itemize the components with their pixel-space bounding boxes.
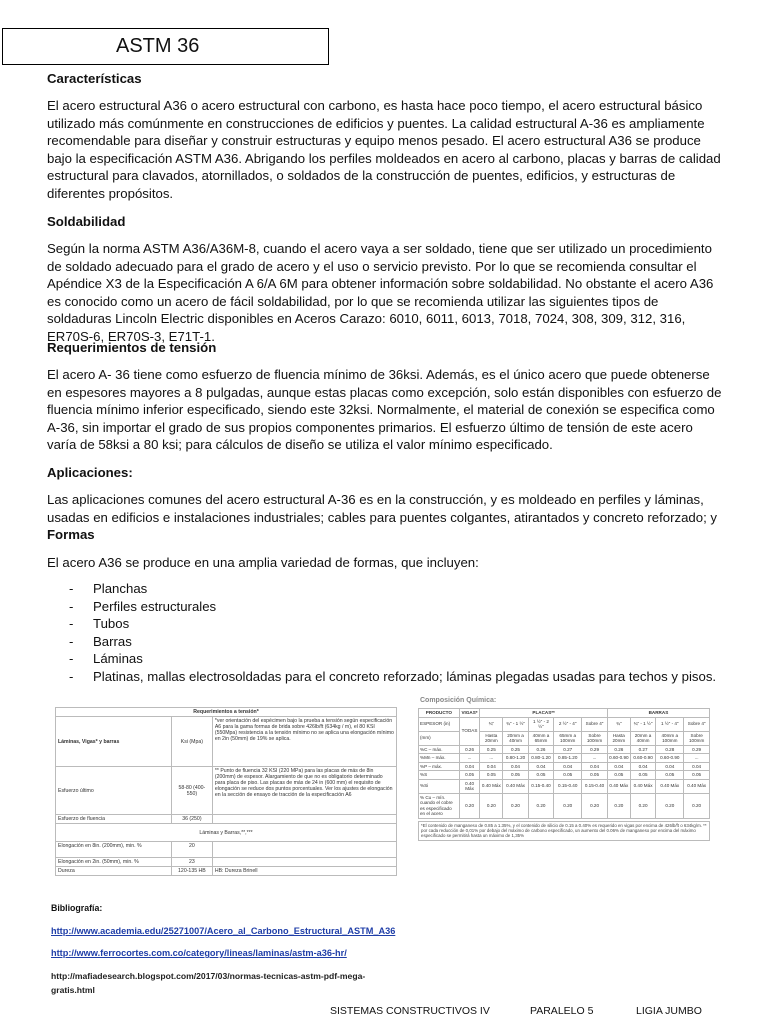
table-cell: 0.40 Máx bbox=[607, 779, 630, 793]
table-cell: ¾" bbox=[480, 717, 503, 731]
table-cell: 0.20 bbox=[480, 793, 503, 818]
table-cell: 0.05 bbox=[630, 771, 655, 780]
bibliography-text: http://mafiadesearch.blogspot.com/2017/03/normas-tecnicas-astm-pdf-mega-gratis.html bbox=[51, 971, 366, 995]
table-cell: 0.04 bbox=[480, 762, 503, 771]
table-cell: 0.80-1.20 bbox=[503, 754, 528, 763]
table-cell bbox=[212, 858, 396, 867]
table-cell: 0.05 bbox=[684, 771, 710, 780]
link[interactable]: http://www.ferrocortes.com.co/category/lineas/laminas/astm-a36-hr/ bbox=[51, 948, 347, 958]
table-cell: 0.04 bbox=[656, 762, 684, 771]
table-cell: 0.25 bbox=[480, 745, 503, 754]
table-cell: 0.40 Máx bbox=[656, 779, 684, 793]
paragraph-caracteristicas: El acero estructural A36 o acero estructural con carbono, es hasta hace poco tiempo, el acero estructural básico utilizado más comúnmente en construcciones de edificios y puentes. La calidad estructural A-36 es ampliamente recomendable para diseñar y construir estructuras y equipo menos pesado. El acero estructural A36 se produce bajo la especificación ASTM A36. Abrigando los perfiles moldeados en acero al carbono, placas y barras de calidad estructural para clavados, atornillados, o soldados de la construcción de puentes, edificios, y estructuras de diferentes propósitos. bbox=[47, 98, 721, 201]
footer-author: LIGIA JUMBO bbox=[636, 1005, 702, 1017]
list-item: - Tubos bbox=[69, 616, 130, 632]
table-cell: %Si bbox=[419, 779, 460, 793]
table-cell: ¾" - 1 ½" bbox=[503, 717, 528, 731]
table-cell: Elongación en 2in. (50mm), min. % bbox=[56, 858, 172, 867]
table-cell: 0.20 bbox=[582, 793, 608, 818]
table-cell: Hasta 20mm bbox=[607, 731, 630, 745]
title-box bbox=[2, 28, 329, 65]
table-header: VIGAS* bbox=[459, 709, 480, 718]
table-row bbox=[419, 762, 710, 771]
table-cell bbox=[212, 815, 396, 824]
paragraph-soldabilidad: Según la norma ASTM A36/A36M-8, cuando el acero vaya a ser soldado, tiene que ser utilizado un procedimiento de soldado adecuado para el grado de acero y el uso o servicio previsto. Por lo que se recomienda consultar el Apéndice X3 de la Especificación A 6/A 6M para obtener información sobre soldabilidad. No obstante el acero A36 es conocido como un acero de fácil soldabilidad, por lo que se recomienda utilizar las siguientes tipos de soldaduras Lincoln Electric disponibles en Aceros Carazo: 6010, 6011, 6013, 7018, 7024, 308, 309, 312, 316, ER70S-6, ER70S-3, E71T-1. bbox=[47, 241, 714, 344]
table-cell: 0.40 Máx bbox=[630, 779, 655, 793]
table-row bbox=[419, 745, 710, 754]
heading-tension: Requerimientos de tensión bbox=[47, 340, 217, 355]
list-item: - Perfiles estructurales bbox=[69, 598, 217, 614]
paragraph-tension: El acero A- 36 tiene como esfuerzo de fluencia mínimo de 36ksi. Además, es el único acero que puede obtenerse en espesores mayores a 8 pulgadas, aunque estas placas como excepción, solo están disponibles con esfuerzo de fluencia mínimo inferior especificado, siendo este 32ksi. Normalmente, el material de conexión se especifica como A-36, sin importar el grado de sus propios componentes primarios. El esfuerzo último de tensión de este acero varía de 58ksi a 80 ksi; para cálculos de diseño se utiliza el valor mínimo especificado. bbox=[47, 367, 722, 453]
tension-table bbox=[55, 707, 397, 895]
table-cell: 0.27 bbox=[630, 745, 655, 754]
chemical-table-caption: Composición Química: bbox=[420, 697, 497, 704]
table-row bbox=[419, 771, 710, 780]
table-cell: 58-80 (400-550) bbox=[171, 767, 212, 815]
table-cell: 0.25 bbox=[503, 745, 528, 754]
table-cell: 40mm a 100mm bbox=[656, 731, 684, 745]
table-note: *ver orientación del espécimen bajo la prueba a tensión según especificación A6 para la gama formas de brida sobre 426lb/ft (634kg / m), el 80 KSI (550Mpa) resistencia a la tensión mínimo no se aplica una elongación mínimo en 2in (50mm) de 19% se aplica. bbox=[212, 717, 396, 767]
table-cell: 0.20 bbox=[554, 793, 582, 818]
table-cell: 0.15-0.40 bbox=[528, 779, 553, 793]
heading-aplicaciones: Aplicaciones: bbox=[47, 465, 133, 480]
footer-course: SISTEMAS CONSTRUCTIVOS IV bbox=[330, 1005, 490, 1017]
table-cell: 1 ½" - 2 ½" bbox=[528, 717, 553, 731]
chemical-table bbox=[418, 697, 710, 892]
chemical-table-note: *El contenido de manganeso de 0.85 a 1.35%, y el contenido de silicio de 0.15 a 0.40% es requerido en vigas por encima de 426lb/ft o 634kg/m. ** por cada reducción de 0,01% por debajo del máximo de carbono especificado, un aumento del 0.06% de manganeso por encima del máximo especificado se permitirá hasta un máximo de 1,35% bbox=[418, 821, 710, 841]
formas-intro: El acero A36 se produce en una amplia variedad de formas, que incluyen: bbox=[47, 555, 479, 570]
table-cell: 0.05 bbox=[528, 771, 553, 780]
table-cell: 40mm a 65mm bbox=[528, 731, 553, 745]
bibliography-link-2[interactable] bbox=[51, 947, 347, 959]
table-cell: %Mn – máx. bbox=[419, 754, 460, 763]
table-cell: 0.29 bbox=[582, 745, 608, 754]
table-cell: % Cu – mín. cuando el cobre es especificado en el acero bbox=[419, 793, 460, 818]
list-item: - Barras bbox=[69, 633, 132, 649]
table-cell: Dureza bbox=[56, 867, 172, 876]
table-subheader: Láminas y Barras,**,*** bbox=[56, 824, 397, 842]
table-cell: Sobre 4" bbox=[684, 717, 710, 731]
table-cell: 0.27 bbox=[554, 745, 582, 754]
table-cell: %C – máx. bbox=[419, 745, 460, 754]
table-cell: Sobre 4" bbox=[582, 717, 608, 731]
table-cell: 0.04 bbox=[459, 762, 480, 771]
table-cell: 36 (250) bbox=[171, 815, 212, 824]
table-cell: 0.05 bbox=[459, 771, 480, 780]
table-cell: %P – máx. bbox=[419, 762, 460, 771]
table-cell: Sobre 100mm bbox=[684, 731, 710, 745]
table-cell: 0.80-1.20 bbox=[528, 754, 553, 763]
table-cell: Esfuerzo último bbox=[56, 767, 172, 815]
table-cell: 0.05 bbox=[607, 771, 630, 780]
table-cell: 0.04 bbox=[554, 762, 582, 771]
table-row bbox=[419, 779, 710, 793]
table-row bbox=[419, 754, 710, 763]
table-cell: ... bbox=[480, 754, 503, 763]
table-row bbox=[419, 793, 710, 818]
table-cell: 0.26 bbox=[459, 745, 480, 754]
table-note: ** Punto de fluencia 32 KSI (220 MPa) para las placas de más de 8in (200mm) de espesor. Alargamiento de que no es obligatorio determinado para placa de piso. Las placas de más de 24 in (600 mm) el requisito de elongación se reduce dos puntos porcentuales. Ver los ajustes de elongación en la sección de ensayo de tracción de la especificación A6 bbox=[212, 767, 396, 815]
table-cell: 0.40 Máx bbox=[459, 779, 480, 793]
table-cell: 0.04 bbox=[582, 762, 608, 771]
table-cell: 0.05 bbox=[480, 771, 503, 780]
paragraph-aplicaciones bbox=[47, 491, 723, 544]
table-header: PLACAS** bbox=[480, 709, 608, 718]
table-cell: 0.04 bbox=[528, 762, 553, 771]
table-cell: 0.26 bbox=[607, 745, 630, 754]
bibliography-heading: Bibliografía: bbox=[51, 903, 103, 913]
table-cell: Sobre 100mm bbox=[582, 731, 608, 745]
list-item: - Planchas bbox=[69, 581, 148, 596]
link[interactable]: http://www.academia.edu/25271007/Acero_al_Carbono_Estructural_ASTM_A36 bbox=[51, 926, 396, 936]
table-cell: 0.20 bbox=[630, 793, 655, 818]
table-cell: 120-135 HB bbox=[171, 867, 212, 876]
table-cell: 0.60-0.90 bbox=[609, 755, 629, 760]
heading-soldabilidad: Soldabilidad bbox=[47, 214, 126, 229]
table-cell: 1 ½" - 4" bbox=[656, 717, 684, 731]
table-cell: 0.20 bbox=[528, 793, 553, 818]
table-cell: 0.60-0.90 bbox=[656, 754, 684, 763]
table-cell: 0.40 Máx bbox=[684, 779, 710, 793]
table-cell: 0.05 bbox=[582, 771, 608, 780]
table-header: BARRAS bbox=[607, 709, 709, 718]
table-header: PRODUCTO bbox=[419, 709, 460, 718]
table-cell: 65mm a 100mm bbox=[554, 731, 582, 745]
table-cell: 0.04 bbox=[630, 762, 655, 771]
table-cell: Elongación en 8in. (200mm), min. % bbox=[56, 842, 172, 858]
table-cell: HB: Dureza Brinell bbox=[212, 867, 396, 876]
table-cell: ¾" bbox=[607, 717, 630, 731]
table-cell: 20 bbox=[171, 842, 212, 858]
heading-caracteristicas: Características bbox=[47, 71, 142, 86]
table-cell: 0.05 bbox=[503, 771, 528, 780]
formas-list bbox=[69, 580, 716, 686]
table-cell: 0.20 bbox=[684, 793, 710, 818]
table-cell: ... bbox=[684, 754, 710, 763]
table-cell: 0.28 bbox=[656, 745, 684, 754]
aplicaciones-text: Las aplicaciones comunes del acero estructural A-36 es en la construcción, y es moldeado en perfiles y láminas, usadas en edificios e instalaciones industriales; cables para puentes colgantes, atirantados y concreto reforzado; y bbox=[47, 492, 718, 525]
footer-group: PARALELO 5 bbox=[530, 1005, 594, 1017]
table-cell: 0.15-0.40 bbox=[582, 779, 608, 793]
table-cell: 0.85-1.20 bbox=[554, 754, 582, 763]
table-cell: 0.05 bbox=[554, 771, 582, 780]
table-cell: 0.04 bbox=[503, 762, 528, 771]
table-cell: ESPESOR (in) bbox=[419, 717, 460, 731]
table-cell bbox=[212, 842, 396, 858]
table-cell: 2 ½" - 4" bbox=[554, 717, 582, 731]
table-cell: ... bbox=[459, 754, 480, 763]
table-cell: 0.04 bbox=[607, 762, 630, 771]
table-cell: 0.26 bbox=[528, 745, 553, 754]
formas-heading: Formas bbox=[47, 527, 95, 543]
table-cell: 23 bbox=[171, 858, 212, 867]
table-cell: 0.29 bbox=[684, 745, 710, 754]
table-cell: 0.20 bbox=[607, 793, 630, 818]
table-cell: 0.60-0.90 bbox=[630, 754, 655, 763]
table-header: Láminas, Vigas* y barras bbox=[56, 717, 172, 767]
table-cell: 0.20 bbox=[656, 793, 684, 818]
list-item: - Láminas bbox=[69, 651, 143, 667]
table-cell: 0.40 Máx bbox=[503, 779, 528, 793]
page-title: ASTM 36 bbox=[116, 35, 200, 57]
table-header: Ksi (Mpa) bbox=[171, 717, 212, 767]
table-cell: Esfuerzo de fluencia bbox=[56, 815, 172, 824]
table-cell: 0.05 bbox=[656, 771, 684, 780]
table-cell: 0.04 bbox=[684, 762, 710, 771]
table-cell: 0.20 bbox=[459, 793, 480, 818]
table-cell: Hasta 20mm bbox=[480, 731, 503, 745]
tension-table-title: Requerimientos a tensión* bbox=[56, 708, 397, 717]
table-cell: 0.40 Máx bbox=[480, 779, 503, 793]
table-cell: 0.15-0.40 bbox=[554, 779, 582, 793]
table-cell: 0.20 bbox=[503, 793, 528, 818]
table-cell: TODAS bbox=[459, 717, 480, 745]
list-item: - Platinas, mallas electrosoldadas para el concreto reforzado; láminas plegadas usadas para techos y pisos. bbox=[69, 668, 717, 684]
table-cell: ¾" - 1 ½" bbox=[630, 717, 655, 731]
bibliography-link-1[interactable] bbox=[51, 925, 395, 937]
table-cell: ... bbox=[582, 754, 608, 763]
table-cell: 20mm a 40mm bbox=[503, 731, 528, 745]
table-cell: %S bbox=[419, 771, 460, 780]
table-cell: (mm) bbox=[419, 731, 460, 745]
table-cell: 20mm a 40mm bbox=[630, 731, 655, 745]
